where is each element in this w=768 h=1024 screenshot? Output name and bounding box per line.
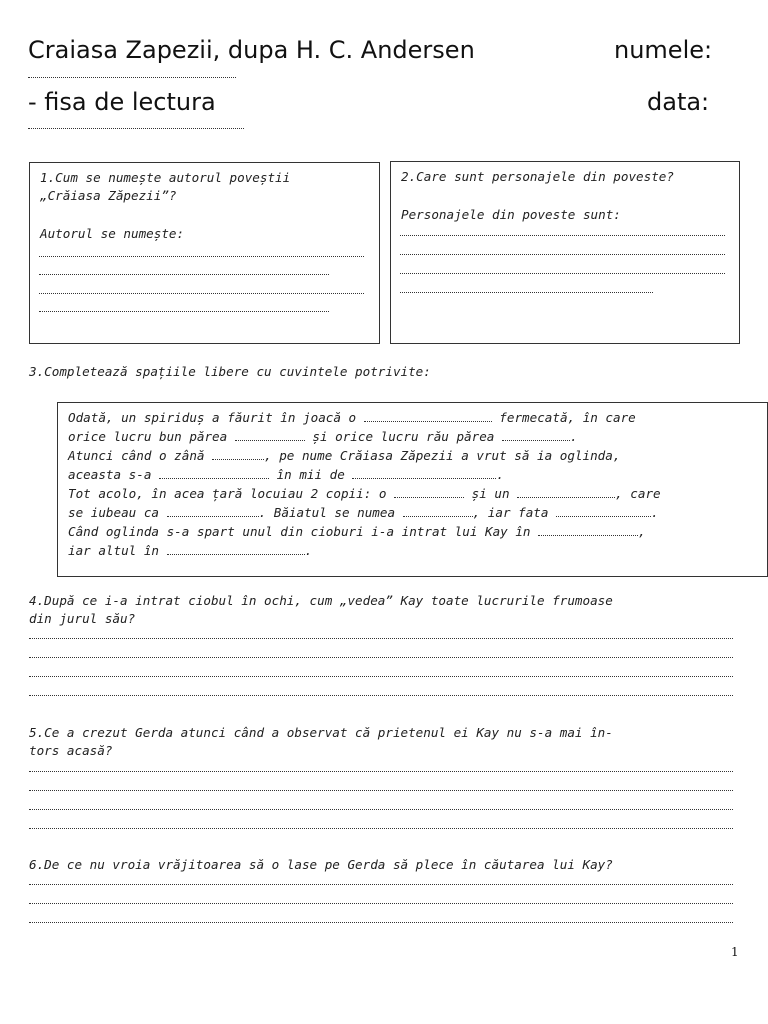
cloze-line-7: Când oglinda s-a spart unul din cioburi i-a intrat lui Kay în ,	[68, 524, 646, 539]
cloze-blank[interactable]	[394, 485, 464, 498]
question-2-text: 2.Care sunt personajele din poveste?	[401, 169, 674, 184]
cloze-blank[interactable]	[167, 542, 305, 555]
question-4-answer-line[interactable]	[29, 676, 733, 677]
question-2-answer-prompt: Personajele din poveste sunt:	[401, 207, 621, 222]
cloze-blank[interactable]	[538, 523, 638, 536]
question-1-answer-line[interactable]	[39, 311, 329, 312]
question-6-answer-line[interactable]	[29, 903, 733, 904]
cloze-blank[interactable]	[517, 485, 615, 498]
cloze-blank[interactable]	[159, 466, 269, 479]
question-1-answer-line[interactable]	[39, 274, 329, 275]
question-4-answer-line[interactable]	[29, 638, 733, 639]
cloze-line-3: Atunci când o zână , pe nume Crăiasa Zăpezii a vrut să ia oglinda,	[68, 448, 621, 463]
question-1-text-line2: „Crăiasa Zăpezii”?	[40, 188, 177, 203]
question-1-text-line1: 1.Cum se numește autorul poveștii	[40, 170, 291, 185]
cloze-line-5: Tot acolo, în acea țară locuiau 2 copii: o și un , care	[68, 486, 661, 501]
question-1-answer-line[interactable]	[39, 256, 364, 257]
date-blank[interactable]	[28, 128, 244, 129]
question-2-answer-line[interactable]	[400, 273, 725, 274]
page-number: 1	[731, 945, 739, 959]
cloze-blank[interactable]	[502, 428, 570, 441]
cloze-line-4: aceasta s-a în mii de .	[68, 467, 504, 482]
question-5-answer-line[interactable]	[29, 790, 733, 791]
name-blank[interactable]	[28, 77, 236, 78]
question-4-text-line2: din jurul său?	[29, 611, 136, 626]
date-label: data:	[647, 88, 710, 116]
question-3-instruction: 3.Completează spațiile libere cu cuvintele potrivite:	[29, 364, 431, 379]
question-4-answer-line[interactable]	[29, 657, 733, 658]
question-2-box	[390, 161, 740, 344]
question-1-box	[29, 162, 380, 344]
question-2-answer-line[interactable]	[400, 254, 725, 255]
question-6-answer-line[interactable]	[29, 922, 733, 923]
cloze-line-6: se iubeau ca . Băiatul se numea , iar fata .	[68, 505, 659, 520]
question-2-answer-line[interactable]	[400, 292, 653, 293]
cloze-line-1: Odată, un spiriduș a făurit în joacă o fermecată, în care	[68, 410, 636, 425]
question-4-text-line1: 4.După ce i-a intrat ciobul în ochi, cum „vedea” Kay toate lucrurile frumoase	[29, 593, 613, 608]
name-label: numele:	[614, 36, 713, 64]
cloze-blank[interactable]	[235, 428, 305, 441]
question-1-answer-prompt: Autorul se numește:	[40, 226, 185, 241]
worksheet-subtitle: - fisa de lectura	[28, 88, 216, 116]
question-6-text: 6.De ce nu vroia vrăjitoarea să o lase pe Gerda să plece în căutarea lui Kay?	[29, 857, 613, 872]
question-3-box	[57, 402, 768, 577]
cloze-line-2: orice lucru bun părea și orice lucru rău părea .	[68, 429, 578, 444]
question-5-text-line1: 5.Ce a crezut Gerda atunci când a observat că prietenul ei Kay nu s-a mai în-	[29, 725, 613, 740]
question-2-answer-line[interactable]	[400, 235, 725, 236]
question-6-answer-line[interactable]	[29, 884, 733, 885]
cloze-blank[interactable]	[212, 447, 264, 460]
question-5-text-line2: tors acasă?	[29, 743, 113, 758]
cloze-blank[interactable]	[403, 504, 473, 517]
question-5-answer-line[interactable]	[29, 809, 733, 810]
cloze-blank[interactable]	[167, 504, 259, 517]
cloze-line-8: iar altul în .	[68, 543, 313, 558]
question-4-answer-line[interactable]	[29, 695, 733, 696]
cloze-blank[interactable]	[352, 466, 496, 479]
question-5-answer-line[interactable]	[29, 771, 733, 772]
cloze-blank[interactable]	[556, 504, 651, 517]
worksheet-title: Craiasa Zapezii, dupa H. C. Andersen	[28, 36, 475, 64]
question-1-answer-line[interactable]	[39, 293, 364, 294]
cloze-blank[interactable]	[364, 409, 492, 422]
question-5-answer-line[interactable]	[29, 828, 733, 829]
